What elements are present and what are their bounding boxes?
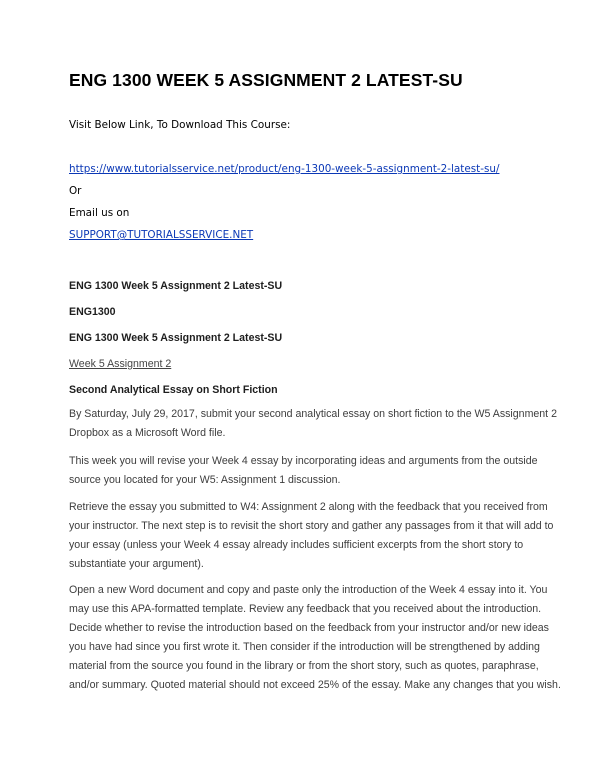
paragraph-line: Decide whether to revise the introduction based on the feedback from your instructor and/or new ideas xyxy=(69,622,549,634)
section-heading-1: ENG 1300 Week 5 Assignment 2 Latest-SU xyxy=(69,280,283,292)
paragraph-line: may use this APA-formatted template. Review any feedback that you received about the introduction. xyxy=(69,603,542,615)
paragraph-line: and/or summary. Quoted material should not exceed 25% of the essay. Make any changes that you wish. xyxy=(69,679,561,691)
document-title: ENG 1300 WEEK 5 ASSIGNMENT 2 LATEST-SU xyxy=(69,70,463,90)
or-text: Or xyxy=(69,185,82,197)
paragraph-3 xyxy=(69,498,554,574)
email-label: Email us on xyxy=(69,207,130,219)
paragraph-line: Open a new Word document and copy and paste only the introduction of the Week 4 essay into it. You xyxy=(69,584,548,596)
paragraph-line: your instructor. The next step is to revisit the short story and gather any passages from it that will add to xyxy=(69,520,554,532)
paragraph-2 xyxy=(69,452,539,490)
paragraph-1 xyxy=(69,405,557,443)
course-download-link[interactable]: https://www.tutorialsservice.net/product/eng-1300-week-5-assignment-2-latest-su/ xyxy=(69,163,500,175)
paragraph-line: Retrieve the essay you submitted to W4: Assignment 2 along with the feedback that you received from xyxy=(69,501,548,513)
visit-instruction: Visit Below Link, To Download This Course: xyxy=(69,119,291,131)
paragraph-4 xyxy=(69,581,561,695)
paragraph-line: This week you will revise your Week 4 essay by incorporating ideas and arguments from the outside xyxy=(69,455,538,467)
essay-heading: Second Analytical Essay on Short Fiction xyxy=(69,384,278,396)
assignment-subheading-link[interactable]: Week 5 Assignment 2 xyxy=(69,358,172,370)
paragraph-line: Dropbox as a Microsoft Word file. xyxy=(69,427,226,439)
paragraph-line: you have had since you first wrote it. Then consider if the introduction will be strengthened by adding xyxy=(69,641,540,653)
section-heading-2: ENG 1300 Week 5 Assignment 2 Latest-SU xyxy=(69,332,283,344)
paragraph-line: your essay (unless your Week 4 essay already includes sufficient excerpts from the short story to xyxy=(69,539,524,551)
paragraph-line: source you located for your W5: Assignment 1 discussion. xyxy=(69,474,341,486)
paragraph-line: material from the source you found in the library or from the short story, such as quotes, paraphrase, xyxy=(69,660,539,672)
support-email-link[interactable]: SUPPORT@TUTORIALSSERVICE.NET xyxy=(69,229,254,241)
course-code: ENG1300 xyxy=(69,306,116,318)
paragraph-line: By Saturday, July 29, 2017, submit your second analytical essay on short fiction to the W5 Assignment 2 xyxy=(69,408,557,420)
paragraph-line: substantiate your argument). xyxy=(69,558,204,570)
